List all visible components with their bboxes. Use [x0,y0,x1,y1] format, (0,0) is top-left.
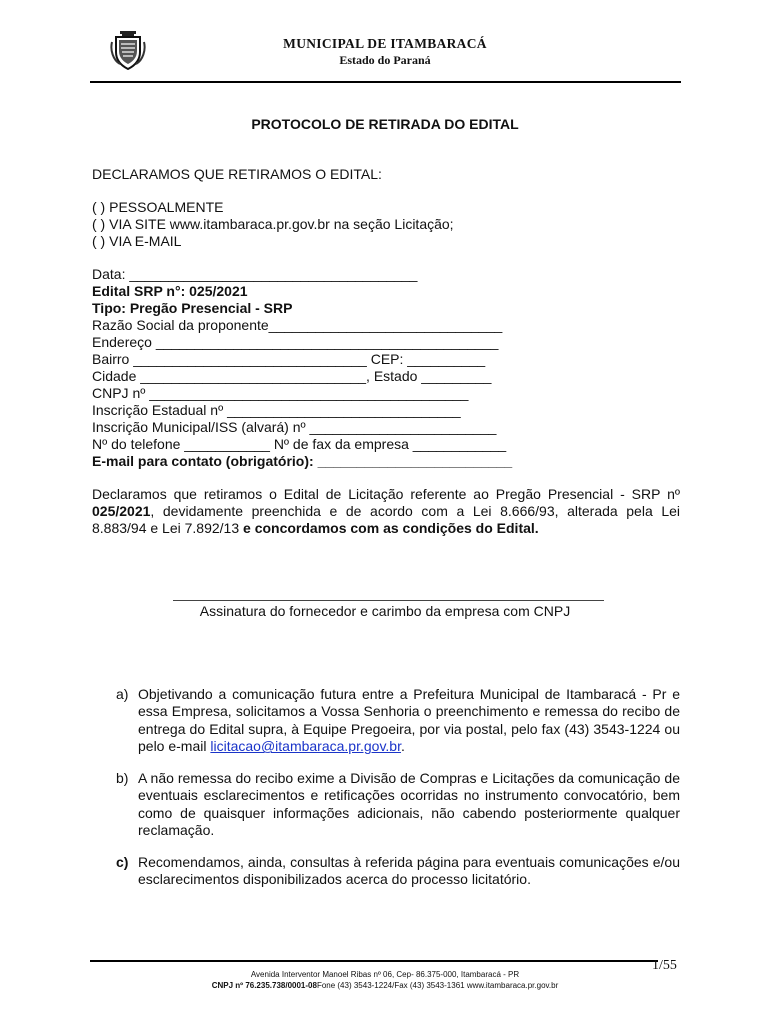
field-cidade: Cidade _____________________________, Estado _________ [92,368,492,384]
state-name: Estado do Paraná [339,53,431,67]
signature-caption: Assinatura do fornecedor e carimbo da empresa com CNPJ [199,603,571,619]
field-bairro: Bairro ______________________________ CEP: __________ [92,351,486,367]
page-number: 1/55 [652,958,677,973]
statement-part2: , devidamente preenchida e de acordo com a Lei 8.666/93, alterada pela Lei 8.883/94 e Lei 7.892/13 [92,503,680,536]
municipality-name: MUNICIPAL DE ITAMBARACÁ [283,36,487,51]
option-via-email: ( ) VIA E-MAIL [92,233,182,249]
statement-agreement: e concordamos com as condições do Edital. [243,520,539,536]
note-text: Objetivando a comunicação futura entre a Prefeitura Municipal de Itambaracá - Pr e essa Empresa, solicitamos a Vossa Senhoria o preenchimento e remessa do recibo de entrega do Edital supra, à Equipe Pregoeira, por via postal, pelo fax (43) 3543-1224 ou pelo e-mail [138,686,680,755]
field-data: Data: _____________________________________ [92,266,418,282]
note-text: Recomendamos, ainda, consultas à referida página para eventuais comunicações e/ou esclarecimentos disponibilizados acerca do processo licitatório. [138,854,680,888]
note-a [116,686,680,756]
field-inscricao-municipal: Inscrição Municipal/ISS (alvará) nº ________________________ [92,419,497,435]
footer-address: Avenida Interventor Manoel Ribas nº 06, Cep- 86.375-000, Itambaracá - PR [250,970,520,979]
signature-line [173,600,604,601]
field-inscricao-estadual: Inscrição Estadual nº ______________________________ [92,402,461,418]
footer-phone-site: Fone (43) 3543-1224/Fax (43) 3543-1361 www.itambaraca.pr.gov.br [316,981,559,990]
declaration-intro: DECLARAMOS QUE RETIRAMOS O EDITAL: [92,166,382,182]
statement-part1: Declaramos que retiramos o Edital de Licitação referente ao Pregão Presencial - SRP nº [92,486,680,502]
option-via-site: ( ) VIA SITE www.itambaraca.pr.gov.br na seção Licitação; [92,216,454,232]
note-c [116,854,680,889]
note-marker: a) [116,686,129,702]
email-link[interactable]: licitacao@itambaraca.pr.gov.br [210,738,401,755]
field-email: E-mail para contato (obrigatório): _________________________ [92,453,513,469]
field-razao-social: Razão Social da proponente______________________________ [92,317,503,333]
note-b [116,770,680,840]
statement-edital-number: 025/2021 [92,503,151,519]
declaration-statement [92,486,680,537]
field-cnpj: CNPJ nº _________________________________________ [92,385,469,401]
option-pessoalmente: ( ) PESSOALMENTE [92,199,224,215]
note-marker: b) [116,770,129,786]
field-telefone: Nº do telefone ___________ Nº de fax da empresa ____________ [92,436,507,452]
field-edital: Edital SRP n°: 025/2021 [92,283,248,299]
field-tipo: Tipo: Pregão Presencial - SRP [92,300,293,316]
field-endereco: Endereço ____________________________________________ [92,334,499,350]
note-marker: c) [116,854,129,870]
document-title: PROTOCOLO DE RETIRADA DO EDITAL [251,116,519,132]
footer-cnpj: CNPJ nº 76.235.738/0001-08 [211,981,317,990]
footer-contact [0,981,770,990]
note-text: A não remessa do recibo exime a Divisão de Compras e Licitações da comunicação de eventuais esclarecimentos e retificações ocorridas no instrumento convocatório, bem como de quaisquer informações adicionais, não cabendo posteriormente qualquer reclamação. [138,770,680,839]
note-text-end: . [400,738,405,755]
header-divider [90,81,681,83]
footer-divider [90,960,658,962]
